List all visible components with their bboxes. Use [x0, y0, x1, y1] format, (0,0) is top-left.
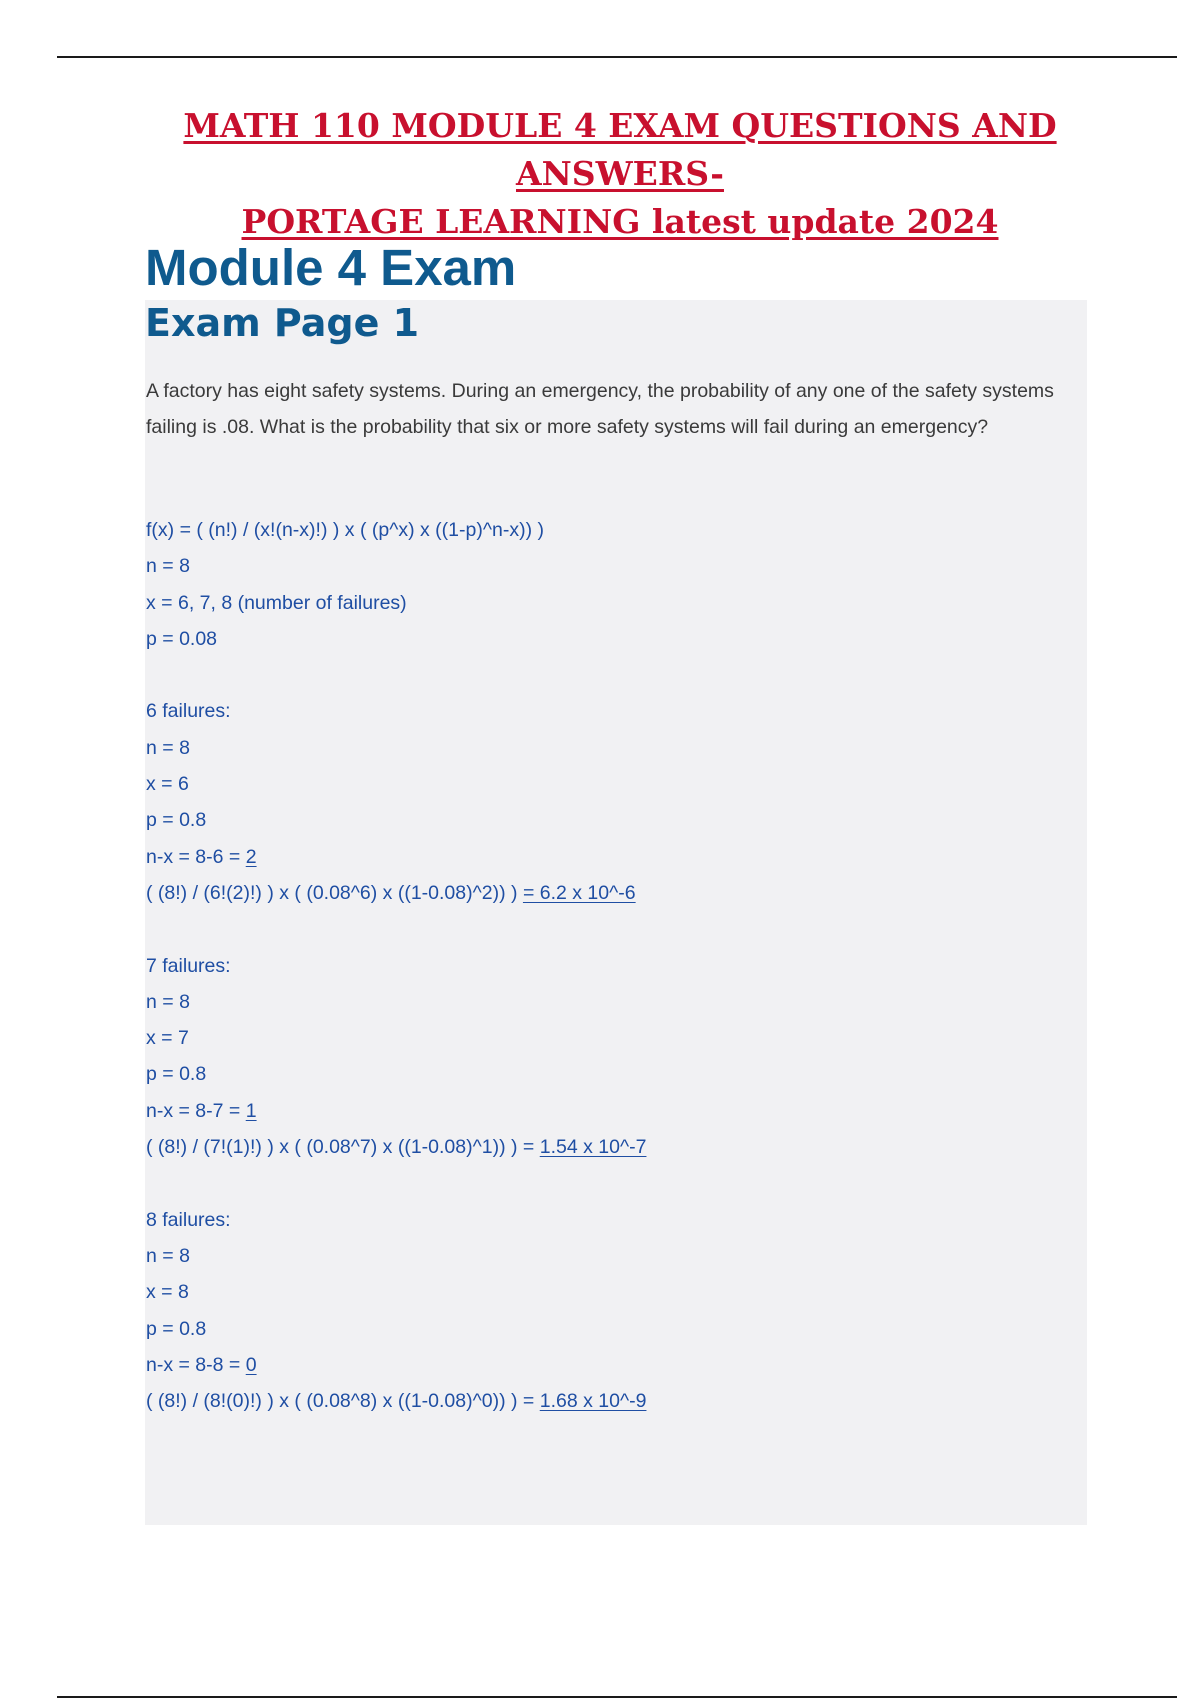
case-calc — [146, 1383, 1066, 1419]
case-x: x = 6 — [146, 773, 189, 796]
case-nx-value: 2 — [245, 845, 257, 868]
case-x: x = 7 — [146, 1027, 189, 1050]
case-nx — [146, 1093, 1066, 1129]
case-calc — [146, 875, 1066, 911]
case-calc — [146, 1129, 1066, 1165]
case-n: n = 8 — [146, 736, 190, 759]
formula-n: n = 8 — [146, 555, 190, 578]
formula-line: f(x) = ( (n!) / (x!(n-x)!) ) x ( (p^x) x ((1-p)^n-x)) ) — [146, 519, 544, 541]
case-result: 1.54 x 10^-7 — [539, 1136, 647, 1159]
spacer — [146, 657, 1066, 693]
module-heading: Module 4 Exam — [145, 239, 517, 296]
formula-x: x = 6, 7, 8 (number of failures) — [146, 591, 407, 614]
document-title-line-1: MATH 110 MODULE 4 EXAM QUESTIONS AND ANSWERS- — [183, 106, 1057, 193]
case-nx-prefix: n-x = 8-6 = — [146, 845, 246, 868]
case-label: 6 failures: — [146, 700, 231, 723]
case-calc-prefix: ( (8!) / (6!(2)!) ) x ( (0.08^6) x ((1-0.08)^2)) ) — [146, 881, 523, 904]
case-result: 1.68 x 10^-9 — [539, 1390, 647, 1413]
case-nx-value: 1 — [245, 1099, 257, 1122]
case-nx-value: 0 — [245, 1353, 257, 1376]
case-calc-prefix: ( (8!) / (8!(0)!) ) x ( (0.08^8) x ((1-0.08)^0)) ) = — [146, 1390, 540, 1413]
case-n: n = 8 — [146, 990, 190, 1013]
case-nx — [146, 1347, 1066, 1383]
case-nx-prefix: n-x = 8-7 = — [146, 1099, 246, 1122]
spacer — [146, 1165, 1066, 1201]
document-title — [140, 102, 1100, 246]
document-title-line-2: PORTAGE LEARNING latest update 2024 — [241, 202, 999, 241]
case-label: 8 failures: — [146, 1208, 231, 1231]
bottom-rule — [57, 1696, 1177, 1698]
case-label: 7 failures: — [146, 954, 231, 977]
case-calc-prefix: ( (8!) / (7!(1)!) ) x ( (0.08^7) x ((1-0.08)^1)) ) = — [146, 1136, 540, 1159]
formula-p: p = 0.08 — [146, 627, 218, 650]
case-result: = 6.2 x 10^-6 — [522, 881, 636, 904]
case-nx — [146, 839, 1066, 875]
case-n: n = 8 — [146, 1244, 190, 1267]
spacer — [146, 911, 1066, 947]
case-p: p = 0.8 — [146, 1063, 207, 1086]
solution-work — [146, 512, 1066, 1419]
case-nx-prefix: n-x = 8-8 = — [146, 1353, 246, 1376]
case-x: x = 8 — [146, 1281, 189, 1304]
question-text: A factory has eight safety systems. During an emergency, the probability of any one of the safety systems failing is .08. What is the probability that six or more safety systems will fail during an emergency? — [146, 380, 1054, 438]
case-p: p = 0.8 — [146, 809, 207, 832]
exam-page-heading: Exam Page 1 — [145, 301, 420, 345]
case-p: p = 0.8 — [146, 1317, 207, 1340]
top-rule — [57, 56, 1177, 58]
